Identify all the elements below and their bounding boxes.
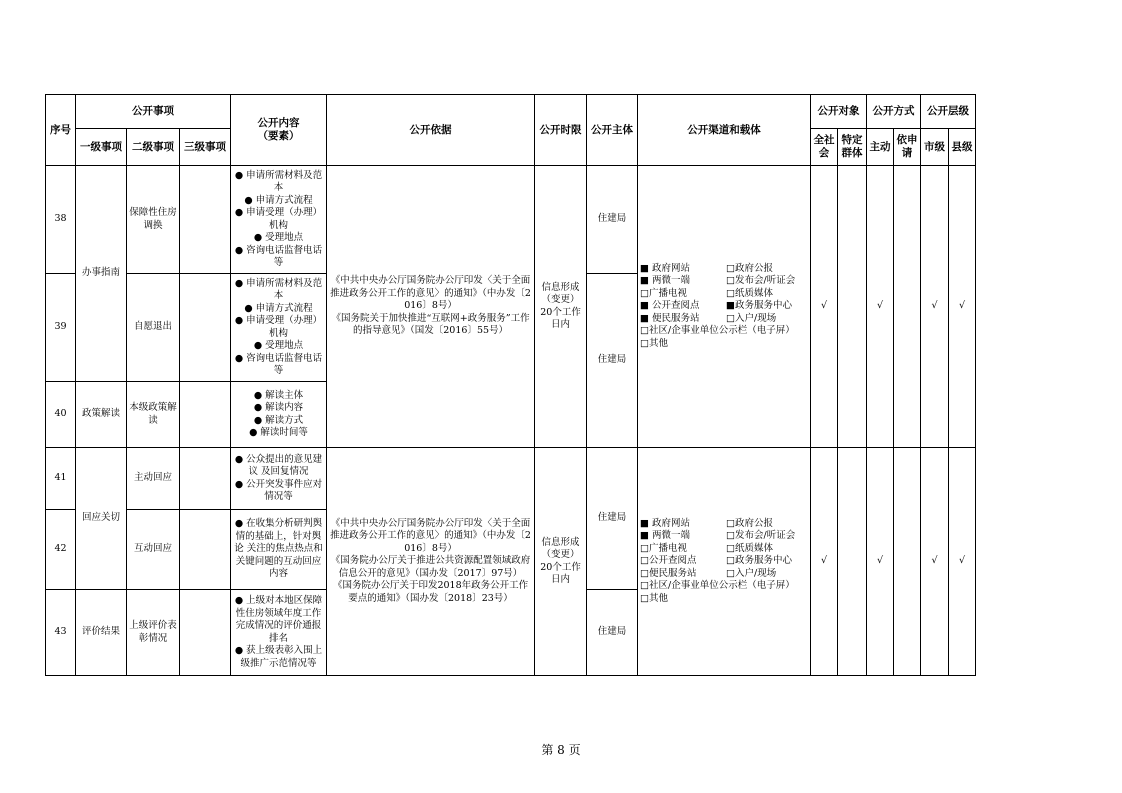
header-audience-all: 全社会 <box>811 129 838 166</box>
level2-cell <box>127 448 180 510</box>
table-row <box>46 166 976 274</box>
time-line: 信息形成 <box>541 536 580 548</box>
level2-text: 主动回应 <box>133 472 172 484</box>
level2-text: 保障性住房调换 <box>129 207 177 231</box>
time-line: 20个工作 <box>540 306 581 318</box>
level1-cell: 评价结果 <box>76 590 127 676</box>
basis-item: 《国务院办公厅关于印发2018年政务公开工作要点的通知》（国办发〔2018〕23号） <box>332 580 529 604</box>
content-item: ● 咨询电话监督电话等 <box>234 352 323 376</box>
channel-item: □政府公报 <box>726 517 774 529</box>
content-cell <box>231 448 327 510</box>
row-number: 42 <box>46 510 76 590</box>
time-line: 20个工作 <box>540 561 581 573</box>
time-line: 日内 <box>551 319 571 330</box>
content-item: ● 咨询电话监督电话等 <box>234 244 323 268</box>
channel-item: ■ 两微一端 <box>640 530 691 542</box>
channel-item: ■ 政府网站 <box>640 517 691 529</box>
level2-cell <box>127 274 180 382</box>
subject-cell: 住建局 <box>587 274 638 448</box>
level2-text: 本级政策解读 <box>129 402 177 426</box>
time-cell <box>535 448 587 676</box>
content-item: ● 申请方式流程 <box>244 302 313 314</box>
channel-item: □其他 <box>640 337 669 349</box>
channel-item: □社区/企事业单位公示栏（电子屏） <box>640 580 795 592</box>
content-cell <box>231 590 327 676</box>
subject-cell: 住建局 <box>587 448 638 590</box>
audience-all-check: √ <box>811 166 838 448</box>
channel-item: ■ 政府网站 <box>640 262 691 274</box>
time-line: 信息形成 <box>541 281 580 293</box>
method-active-check: √ <box>867 448 894 676</box>
content-cell <box>231 166 327 274</box>
channel-item: □广播电视 <box>640 287 688 299</box>
header-content <box>231 95 327 166</box>
level2-cell <box>127 166 180 274</box>
basis-item: 《中共中央办公厅国务院办公厅印发〈关于全面推进政务公开工作的意见〉的通知》（中办发〔2016〕8号） <box>330 517 531 554</box>
time-line: （变更） <box>541 294 580 305</box>
header-content-line1: 公开内容 <box>257 117 300 129</box>
channel-item: ■ 两微一端 <box>640 275 691 287</box>
channel-item: □发布会/听证会 <box>726 275 796 287</box>
content-cell <box>231 382 327 448</box>
channel-item: ■政务服务中心 <box>726 300 793 312</box>
content-item: ● 申请所需材料及范本 <box>234 169 323 193</box>
header-method-request: 依申请 <box>894 129 921 166</box>
basis-item: 《国务院办公厅关于推进公共资源配置领域政府信息公开的意见》（国办发〔2017〕97号） <box>330 555 531 579</box>
time-cell <box>535 166 587 448</box>
content-cell <box>231 274 327 382</box>
content-item: ● 公众提出的意见建议 及回复情况 <box>234 453 323 477</box>
level2-cell <box>127 590 180 676</box>
channel-item: ■ 便民服务站 <box>640 312 700 324</box>
subject-cell: 住建局 <box>587 166 638 274</box>
level2-text: 自愿退出 <box>133 321 172 333</box>
header-level2: 二级事项 <box>127 129 180 166</box>
header-time: 公开时限 <box>535 95 587 166</box>
channel-item: □发布会/听证会 <box>726 530 796 542</box>
level3-cell <box>180 510 231 590</box>
channel-item: □政务服务中心 <box>726 555 793 567</box>
time-line: （变更） <box>541 549 580 560</box>
row-number: 38 <box>46 166 76 274</box>
level2-cell <box>127 382 180 448</box>
audience-specific-check <box>838 166 867 448</box>
level2-text: 互动回应 <box>133 543 172 555</box>
basis-cell <box>327 448 535 676</box>
content-item: ● 申请方式流程 <box>244 194 313 206</box>
header-row-1 <box>46 95 976 129</box>
level1-cell: 办事指南 <box>76 166 127 382</box>
header-content-line2: （要素） <box>257 130 300 142</box>
header-method: 公开方式 <box>867 95 921 129</box>
row-number: 40 <box>46 382 76 448</box>
content-item: ● 上级对本地区保障性住房领域年度工作完成情况的评价通报排名 <box>234 595 323 644</box>
header-level-city: 市级 <box>921 129 949 166</box>
content-item: ● 申请受理（办理）机构 <box>234 207 323 231</box>
level2-cell <box>127 510 180 590</box>
channel-list <box>640 518 808 606</box>
level2-text: 上级评价表彰情况 <box>129 620 177 644</box>
disclosure-table <box>45 94 976 676</box>
header-subject: 公开主体 <box>587 95 638 166</box>
header-method-active: 主动 <box>867 129 894 166</box>
header-audience: 公开对象 <box>811 95 867 129</box>
content-cell <box>231 510 327 590</box>
level3-cell <box>180 590 231 676</box>
header-channel: 公开渠道和载体 <box>638 95 811 166</box>
content-item: ● 获上级表彰入围上级推广示范情况等 <box>234 645 323 669</box>
channel-item: □广播电视 <box>640 542 688 554</box>
level-city-check: √ <box>921 448 949 676</box>
channel-item: ■ 公开查阅点 <box>640 300 700 312</box>
channel-cell <box>638 448 811 676</box>
channel-item: □其他 <box>640 592 669 604</box>
header-audience-specific: 特定群体 <box>838 129 867 166</box>
header-level3: 三级事项 <box>180 129 231 166</box>
channel-item: □公开查阅点 <box>640 555 697 567</box>
level3-cell <box>180 382 231 448</box>
audience-specific-check <box>838 448 867 676</box>
channel-item: □纸质媒体 <box>726 542 774 554</box>
content-item: ● 解读内容 <box>253 402 304 413</box>
channel-item: □入户/现场 <box>726 312 777 324</box>
content-item: ● 申请所需材料及范本 <box>234 277 323 301</box>
basis-item: 《国务院关于加快推进“互联网+政务服务”工作的指导意见》（国发〔2016〕55号） <box>331 312 530 337</box>
content-item: ● 申请受理（办理）机构 <box>234 315 323 339</box>
channel-item: □便民服务站 <box>640 567 697 579</box>
table-row <box>46 448 976 510</box>
channel-item: □政府公报 <box>726 262 774 274</box>
content-item: ● 公开突发事件应对情况等 <box>234 478 323 502</box>
method-active-check: √ <box>867 166 894 448</box>
basis-item: 《中共中央办公厅国务院办公厅印发〈关于全面推进政务公开工作的意见〉的通知》（中办发〔2016〕8号） <box>330 275 531 312</box>
audience-all-check: √ <box>811 448 838 676</box>
level-city-check: √ <box>921 166 949 448</box>
channel-item: □社区/企事业单位公示栏（电子屏） <box>640 325 795 337</box>
content-item: ● 在收集分析研判舆情的基础上，针对舆论 关注的焦点热点和关键问题的互动回应内容 <box>234 518 323 580</box>
method-request-check <box>894 166 921 448</box>
page-number: 第 8 页 <box>541 743 581 757</box>
header-seq: 序号 <box>46 95 76 166</box>
content-item: ● 解读时间等 <box>249 427 308 438</box>
time-line: 日内 <box>551 574 571 585</box>
level3-cell <box>180 448 231 510</box>
method-request-check <box>894 448 921 676</box>
header-level-county: 县级 <box>949 129 976 166</box>
channel-item: □纸质媒体 <box>726 287 774 299</box>
channel-list <box>640 263 808 351</box>
level3-cell <box>180 166 231 274</box>
header-level1: 一级事项 <box>76 129 127 166</box>
content-item: ● 受理地点 <box>253 340 304 351</box>
level-county-check: √ <box>949 448 976 676</box>
header-basis: 公开依据 <box>327 95 535 166</box>
row-number: 43 <box>46 590 76 676</box>
basis-cell <box>327 166 535 448</box>
channel-item: □入户/现场 <box>726 567 777 579</box>
content-item: ● 受理地点 <box>253 232 304 243</box>
header-items: 公开事项 <box>76 95 231 129</box>
content-item: ● 解读主体 <box>253 389 304 401</box>
level1-cell: 回应关切 <box>76 448 127 590</box>
level3-cell <box>180 274 231 382</box>
subject-cell: 住建局 <box>587 590 638 676</box>
row-number: 41 <box>46 448 76 510</box>
level1-cell: 政策解读 <box>76 382 127 448</box>
row-number: 39 <box>46 274 76 382</box>
level-county-check: √ <box>949 166 976 448</box>
content-item: ● 解读方式 <box>253 414 304 426</box>
header-level: 公开层级 <box>921 95 976 129</box>
channel-cell <box>638 166 811 448</box>
